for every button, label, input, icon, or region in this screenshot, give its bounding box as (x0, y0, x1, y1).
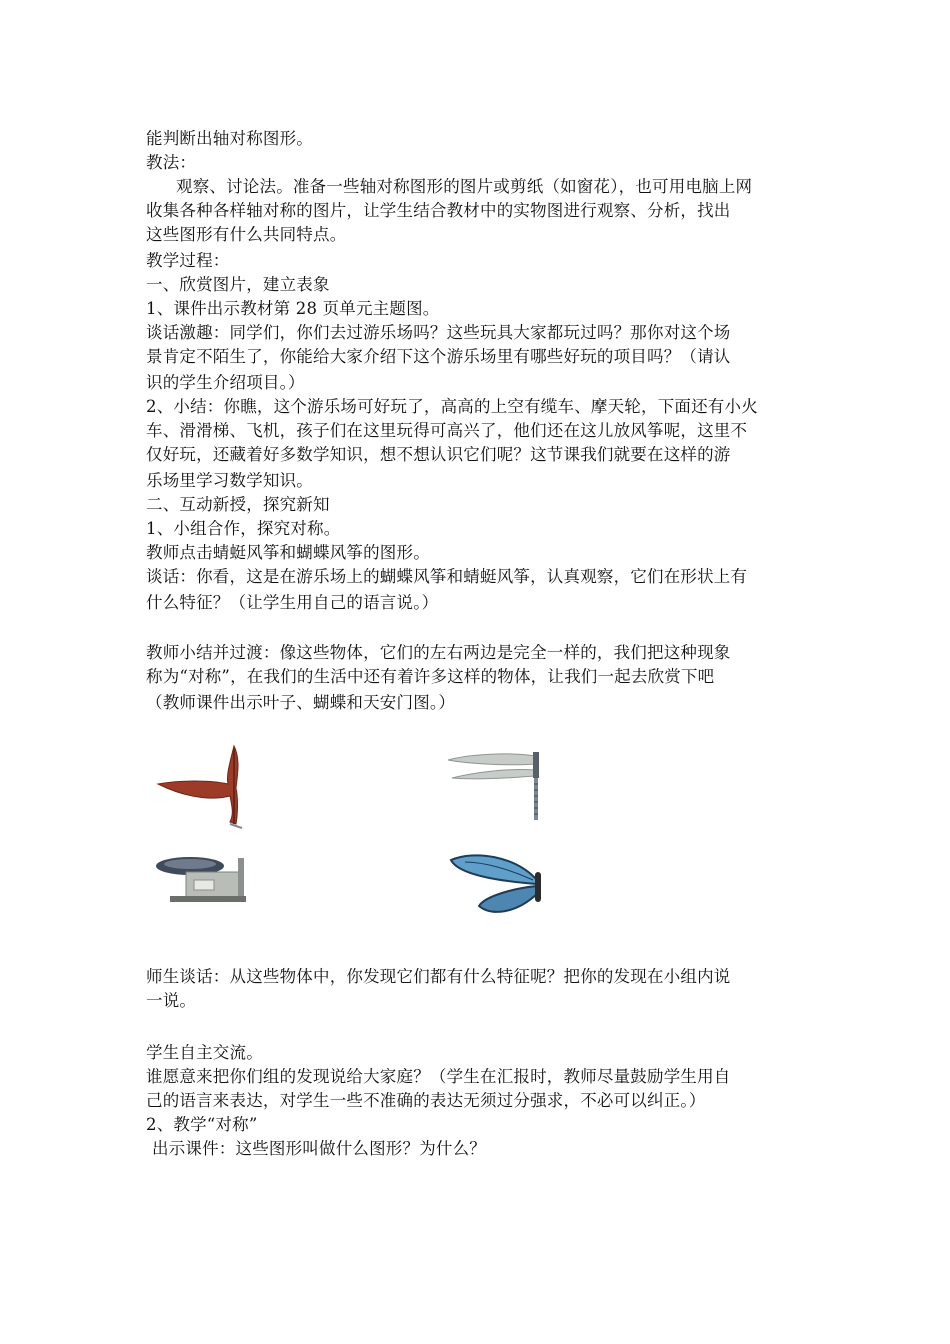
text-line: 1、小组合作，探究对称。 (146, 519, 341, 538)
text-line: 二、互动新授，探究新知 (146, 495, 330, 514)
text-line: 教师小结并过渡：像这些物体，它们的左右两边是完全一样的，我们把这种现象 (146, 643, 731, 662)
text-line: 学生自主交流。 (146, 1043, 263, 1062)
text-line: 教学过程： (146, 251, 230, 270)
text-line: 1、课件出示教材第 28 页单元主题图。 (146, 299, 440, 318)
text-line: 识的学生介绍项目。） (146, 373, 305, 392)
text-line: 谈话：你看，这是在游乐场上的蝴蝶风筝和蜻蜓风筝，认真观察，它们在形状上有 (146, 567, 748, 586)
butterfly-half-image (445, 850, 550, 920)
text-line: 景肯定不陌生了，你能给大家介绍下这个游乐场里有哪些好玩的项目吗？（请认 (146, 347, 731, 366)
text-line: 教师点击蜻蜓风筝和蝴蝶风筝的图形。 (146, 543, 430, 562)
text-line: 收集各种各样轴对称的图片，让学生结合教材中的实物图进行观察、分析，找出 (146, 201, 731, 220)
text-line: 这些图形有什么共同特点。 (146, 225, 347, 244)
text-line: 教法： (146, 153, 197, 172)
text-line: 仅好玩，还藏着好多数学知识，想不想认识它们呢？这节课我们就要在这样的游 (146, 445, 731, 464)
leaf-half-image (150, 740, 250, 830)
text-line: 己的语言来表达，对学生一些不准确的表达无须过分强求，不必可以纠正。） (146, 1091, 706, 1110)
text-line: 称为“对称”，在我们的生活中还有着许多这样的物体，让我们一起去欣赏下吧 (146, 667, 715, 686)
text-line: 师生谈话：从这些物体中，你发现它们都有什么特征呢？把你的发现在小组内说 (146, 967, 731, 986)
text-line: 观察、讨论法。准备一些轴对称图形的图片或剪纸（如窗花），也可用电脑上网 (176, 177, 753, 196)
text-line: 谈话激趣：同学们，你们去过游乐场吗？这些玩具大家都玩过吗？那你对这个场 (146, 323, 731, 342)
text-line: 车、滑滑梯、飞机，孩子们在这里玩得可高兴了，他们还在这儿放风筝呢，这里不 (146, 421, 748, 440)
dragonfly-half-image (440, 748, 550, 828)
text-line: 出示课件：这些图形叫做什么图形？为什么？ (152, 1139, 486, 1158)
text-line: 一说。 (146, 991, 197, 1010)
text-line: 什么特征？（让学生用自己的语言说。） (146, 593, 439, 612)
scale-half-image (150, 850, 260, 910)
text-line: 乐场里学习数学知识。 (146, 471, 313, 490)
text-line: （教师课件出示叶子、蝴蝶和天安门图。） (146, 693, 456, 712)
text-line: 能判断出轴对称图形。 (146, 129, 313, 148)
text-line: 谁愿意来把你们组的发现说给大家庭？（学生在汇报时，教师尽量鼓励学生用自 (146, 1067, 731, 1086)
text-line: 2、小结：你瞧，这个游乐场可好玩了，高高的上空有缆车、摩天轮，下面还有小火 (146, 397, 758, 416)
text-line: 2、教学“对称” (146, 1115, 258, 1134)
text-line: 一、欣赏图片，建立表象 (146, 275, 330, 294)
